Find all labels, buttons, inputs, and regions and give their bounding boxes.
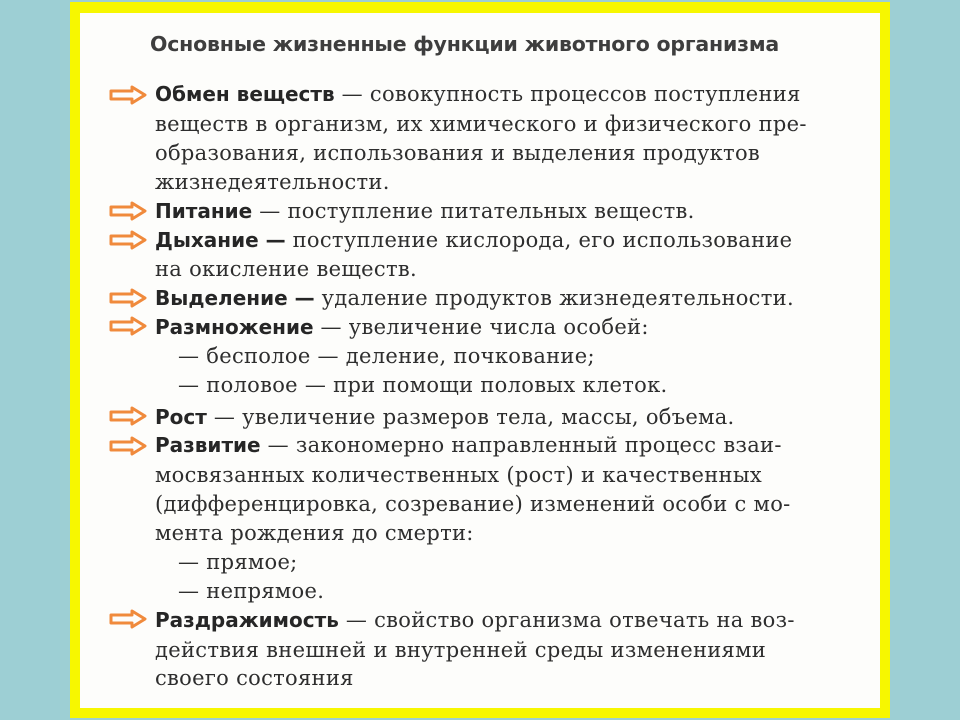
definition-text: — увеличение числа особей: xyxy=(313,315,649,339)
definition-line: (дифференцировка, созревание) изменений особи с мо- xyxy=(155,492,791,516)
definition-line: образования, использования и выделения продуктов xyxy=(155,141,761,165)
term-label: Развитие xyxy=(155,433,261,457)
definition-text: поступление кислорода, его использование xyxy=(285,228,793,252)
arrow-icon xyxy=(108,609,148,629)
definition-text: удаление продуктов жизнедеятельности. xyxy=(314,286,794,310)
term-label: Дыхание — xyxy=(155,228,286,252)
definition-text: — поступление питательных веществ. xyxy=(252,199,695,223)
arrow-icon xyxy=(108,406,148,426)
definition-line: мента рождения до смерти: xyxy=(155,521,474,545)
definition-text: — увеличение размеров тела, массы, объема. xyxy=(206,405,735,429)
definition-line: веществ в организм, их химического и физического пре- xyxy=(155,112,807,136)
arrow-icon xyxy=(108,230,148,250)
page-title: Основные жизненные функции животного организма xyxy=(150,32,780,56)
item-irritability xyxy=(155,606,795,634)
sub-item: — прямое; xyxy=(178,550,298,574)
definition-line: своего состояния xyxy=(155,666,354,690)
item-nutrition xyxy=(155,197,695,225)
item-excretion xyxy=(155,284,794,312)
arrow-icon xyxy=(108,201,148,221)
item-metabolism xyxy=(155,80,801,108)
term-label: Питание xyxy=(155,199,253,223)
definition-line: действия внешней и внутренней среды изменениями xyxy=(155,638,767,662)
arrow-icon xyxy=(108,288,148,308)
sub-item: — половое — при помощи половых клеток. xyxy=(178,373,668,397)
item-respiration xyxy=(155,226,792,254)
item-growth xyxy=(155,403,735,431)
definition-line: на окисление веществ. xyxy=(155,257,417,281)
term-label: Раздражимость xyxy=(155,608,339,632)
arrow-icon xyxy=(108,316,148,336)
term-label: Размножение xyxy=(155,315,314,339)
arrow-icon xyxy=(108,436,148,456)
item-development xyxy=(155,431,782,459)
definition-line: мосвязанных количественных (рост) и качественных xyxy=(155,463,763,487)
term-label: Обмен веществ xyxy=(155,82,335,106)
arrow-icon xyxy=(108,85,148,105)
term-label: Рост xyxy=(155,405,207,429)
sub-item: — непрямое. xyxy=(178,579,325,603)
definition-text: — совокупность процессов поступления xyxy=(334,82,801,106)
term-label: Выделение — xyxy=(155,286,315,310)
definition-text: — закономерно направленный процесс взаи- xyxy=(260,433,782,457)
definition-text: — свойство организма отвечать на воз- xyxy=(338,608,795,632)
item-reproduction xyxy=(155,313,649,341)
sub-item: — бесполое — деление, почкование; xyxy=(178,344,595,368)
definition-line: жизнедеятельности. xyxy=(155,170,390,194)
